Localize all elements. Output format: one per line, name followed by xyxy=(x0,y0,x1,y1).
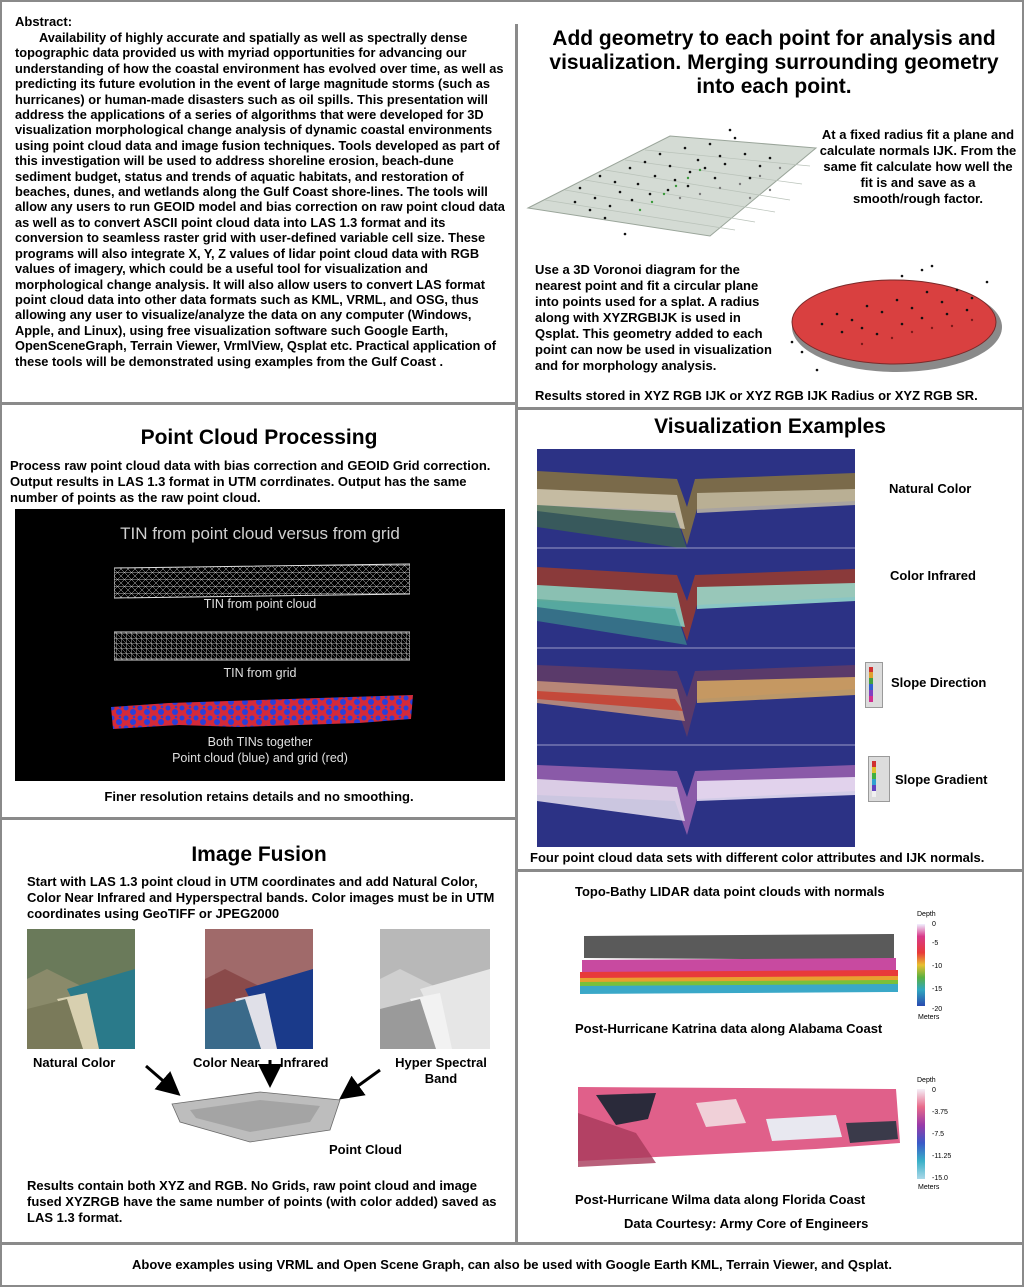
point-cloud-title: Point Cloud Processing xyxy=(140,426,378,449)
depth-legend-2-tick-3: -11.25 xyxy=(932,1153,952,1160)
fusion-label-natural: Natural Color xyxy=(33,1055,116,1070)
vis-label-slope-gradient: Slope Gradient xyxy=(895,772,988,787)
slope-gradient-legend xyxy=(868,756,890,802)
vis-slope-direction xyxy=(537,665,855,737)
vis-natural-color xyxy=(537,471,855,549)
point-cloud-caption: Finer resolution retains details and no smoothing. xyxy=(104,789,414,804)
vis-label-infrared: Color Infrared xyxy=(890,568,976,583)
depth-legend-2-title: Depth xyxy=(917,1077,936,1084)
katrina-image xyxy=(574,916,904,1012)
visualization-images xyxy=(537,449,855,847)
depth-legend-2-tick-4: -15.0 xyxy=(932,1175,948,1182)
tin-label-1: TIN from point cloud xyxy=(203,597,317,611)
katrina-caption: Post-Hurricane Katrina data along Alabama Coast xyxy=(575,1021,883,1036)
tin-label-3a: Both TINs together xyxy=(207,735,313,749)
tin-point-cloud-image xyxy=(114,562,410,600)
slope-direction-legend xyxy=(865,662,883,708)
depth-legend-1-tick-1: -5 xyxy=(932,940,939,947)
point-cloud-desc: Process raw point cloud data with bias correction and GEOID Grid correction. Output results in LAS 1.3 format in UTM corrdinates. Output has the same number of points as the raw point cloud. xyxy=(10,458,491,505)
plane-fit-text: At a fixed radius fit a plane and calculate normals IJK. From the same fit calculate how well the fit is and save as a smooth/rough factor. xyxy=(819,127,1017,206)
fusion-label-cni-a: Color Near xyxy=(193,1055,260,1070)
hyper-spectral-image xyxy=(380,929,490,1049)
fusion-label-cni-b: Infrared xyxy=(280,1055,329,1070)
fusion-results: Results contain both XYZ and RGB. No Grids, raw point cloud and image fused XYZRGB have the same number of points (with color added) saved as LAS 1.3 format. xyxy=(27,1178,497,1225)
depth-legend-2 xyxy=(915,1078,975,1190)
depth-legend-1-title: Depth xyxy=(917,911,936,918)
center-divider xyxy=(515,24,518,1244)
splat-figure xyxy=(782,262,1018,382)
vis-slope-gradient xyxy=(537,765,855,835)
wilma-image xyxy=(576,1083,902,1173)
wilma-caption: Post-Hurricane Wilma data along Florida Coast xyxy=(575,1192,866,1207)
abstract-section xyxy=(15,14,511,369)
divider-footer xyxy=(2,1242,1022,1245)
depth-legend-1-tick-0: 0 xyxy=(932,921,936,928)
geometry-title: Add geometry to each point for analysis and visualization. Merging surrounding geometry into each point. xyxy=(549,27,999,98)
depth-legend-2-tick-1: -3.75 xyxy=(932,1109,948,1116)
visualization-stack xyxy=(537,449,855,847)
depth-legend-1-tick-3: -15 xyxy=(932,986,943,993)
data-courtesy: Data Courtesy: Army Core of Engineers xyxy=(624,1216,869,1231)
divider-left-2 xyxy=(2,817,516,820)
depth-legend-1-tick-2: -10 xyxy=(932,963,943,970)
fusion-label-cloud: Point Cloud xyxy=(329,1142,402,1157)
fusion-arrows-and-cloud xyxy=(140,1060,390,1150)
depth-legend-1 xyxy=(915,913,975,1018)
visualization-caption: Four point cloud data sets with different color attributes and IJK normals. xyxy=(530,850,985,865)
geometry-section xyxy=(530,27,1018,99)
topobathy-title: Topo-Bathy LIDAR data point clouds with normals xyxy=(575,884,885,899)
tin-grid-image xyxy=(114,631,410,661)
tin-figure-title: TIN from point cloud versus from grid xyxy=(120,524,400,543)
natural-color-image xyxy=(27,929,135,1049)
divider-left-1 xyxy=(2,402,516,405)
depth-legend-1-tick-4: -20 xyxy=(932,1006,943,1013)
tin-label-2: TIN from grid xyxy=(223,666,297,680)
fusion-label-hyper-b: Band xyxy=(424,1071,458,1086)
plane-fit-figure xyxy=(520,118,820,248)
abstract-body: Availability of highly accurate and spatially as well as spectrally dense topographic data provided us with myriad opportunities for advancing our understanding of how the coastal environment has evolved over time, as well as predicting its future evolution in the event of large magnitude storms (such as hurricanes) or human-made disasters such as oil spills. This presentation will address the applications of a series of algorithms that were developed for 3D visualization morphological change analysis of dynamic coastal environments using point cloud data and image fusion techniques. Tools developed as part of this investigation will be used to address shoreline erosion, beach-dune sediment budget, status and trends of aquatic habitats, and restoration of beaches, dunes, and wetlands along the Gulf Coast shore-lines. The tools will allow any users to run GEOID model and bias correction on raw point cloud data as well as to convert ASCII point cloud data into LAS 1.3 format and its conversion to seamless raster grid with user-defined variable cell size. These programs will also integrate X, Y, Z values of lidar point cloud data with RGB values of imagery, which could be a useful tool for visualization and morphological change analysis. It will also allow users to convert LAS format point cloud data into other data formats such as KML, VRML, and OSG, thus allowing any user to visualize/analyze the data on any computer (Windows, Apple, and Linux), using free visualization software such Google Earth, OpenSceneGraph, Terrain Viewer, VrmlView, Qsplat etc. Practical application of these tools will be demonstrated using examples from the Gulf Coast . xyxy=(15,30,505,369)
geometry-results: Results stored in XYZ RGB IJK or XYZ RGB IJK Radius or XYZ RGB SR. xyxy=(535,388,978,403)
depth-legend-2-unit: Meters xyxy=(918,1184,940,1191)
tin-label-3b: Point cloud (blue) and grid (red) xyxy=(172,751,348,765)
vis-label-natural: Natural Color xyxy=(889,481,972,496)
depth-legend-2-tick-0: 0 xyxy=(932,1087,936,1094)
fusion-desc: Start with LAS 1.3 point cloud in UTM coordinates and add Natural Color, Color Near Infrared and Hyperspectral bands. Color images must be in UTM coordinates using GeoTIFF or JPEG2000 xyxy=(27,874,495,921)
fusion-title: Image Fusion xyxy=(191,843,327,866)
fusion-label-hyper-a: Hyper Spectral xyxy=(395,1055,487,1070)
vis-label-slope-direction: Slope Direction xyxy=(891,675,987,690)
depth-legend-1-unit: Meters xyxy=(918,1014,940,1021)
voronoi-text: Use a 3D Voronoi diagram for the nearest point and fit a circular plane into points used for a splat. A radius along with XYZRGBIJK is used in Qsplat. This geometry added to each point can now be used in visualization and for morphology analysis. xyxy=(535,262,772,373)
visualization-title: Visualization Examples xyxy=(654,415,886,438)
divider-right-1 xyxy=(517,407,1022,410)
vis-color-infrared xyxy=(537,567,855,645)
depth-legend-2-tick-2: -7.5 xyxy=(932,1131,945,1138)
divider-right-2 xyxy=(517,869,1022,872)
tin-figure xyxy=(15,509,505,781)
color-near-infrared-image xyxy=(205,929,313,1049)
abstract-heading: Abstract: xyxy=(15,14,73,29)
tin-both-image xyxy=(109,695,415,731)
footer-note: Above examples using VRML and Open Scene Graph, can also be used with Google Earth KML, Terrain Viewer, and Qsplat. xyxy=(132,1257,892,1272)
